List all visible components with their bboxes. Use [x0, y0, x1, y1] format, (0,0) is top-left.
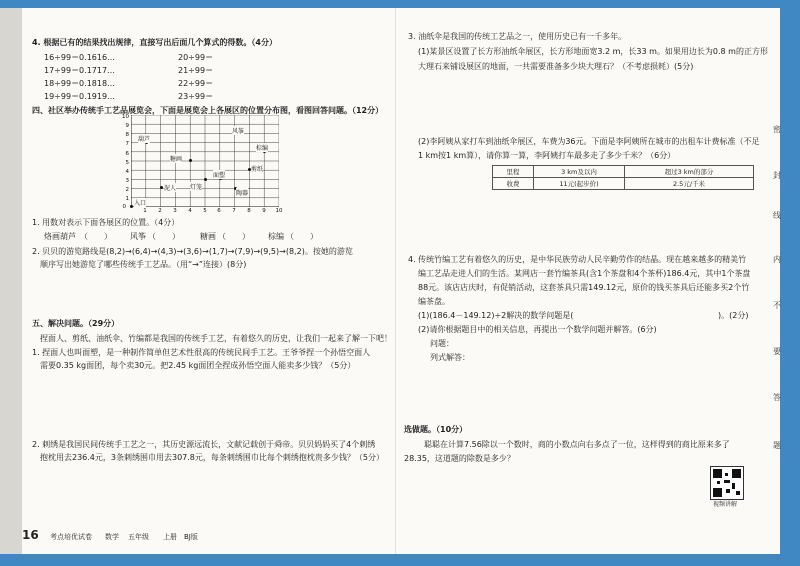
- q4r-sub1-tail: )。(2分): [718, 311, 749, 320]
- q4r-sub1: (1)(186.4－149.12)÷2解决的数学问题是(: [418, 311, 574, 320]
- section5-title: 五、解决问题。（29分）: [32, 319, 120, 328]
- binding-char-3: 线: [773, 211, 781, 220]
- q1-sugar-label: 糖画: [200, 232, 216, 241]
- y-tick-1: 1: [125, 196, 129, 202]
- binding-char-8: 题: [773, 441, 781, 450]
- q4-row-4b: 23÷99＝: [178, 92, 214, 101]
- point-entrance: [130, 205, 133, 208]
- binding-char-6: 要: [773, 347, 781, 356]
- x-tick-1: 1: [143, 208, 147, 214]
- q3-title: 3. 油纸伞是我国的传统工艺品之一，使用历史已有一千多年。: [408, 32, 627, 41]
- y-tick-7: 7: [125, 141, 129, 147]
- exhibition-grid: [131, 115, 279, 207]
- taxi-fare-table: [492, 165, 754, 190]
- q3-2-line2: 1 km按1 km算），请你算一算，李阿姨打车最多走了多少千米？（6分）: [418, 151, 676, 160]
- label-dough: 面塑: [213, 172, 226, 179]
- y-tick-4: 4: [125, 169, 129, 175]
- q1-sugar-answer[interactable]: （ ）: [218, 232, 250, 241]
- q1-gourd-label: 烙画葫芦: [44, 232, 76, 241]
- point-lantern: [204, 178, 207, 181]
- q4-row-2b: 21÷99＝: [178, 66, 214, 75]
- footer-book: 考点培优试卷: [50, 533, 92, 541]
- qr-code[interactable]: [710, 466, 744, 500]
- q1-kite-answer[interactable]: （ ）: [148, 232, 180, 241]
- y-tick-6: 6: [125, 151, 129, 157]
- x-tick-6: 6: [217, 208, 221, 214]
- footer-term: 上册: [163, 533, 177, 541]
- fare-header-distance: 里程: [493, 166, 534, 178]
- q1-palm-label: 棕编: [268, 232, 284, 241]
- challenge-line2: 28.35，这道题的除数是多少？: [404, 454, 515, 463]
- footer-edition: BJ版: [184, 533, 198, 541]
- label-kite: 风筝: [232, 128, 245, 135]
- q4-row-1a: 16÷99＝0.1616…: [44, 53, 116, 62]
- q3-2-line1: (2)李阿姨从家打车到油纸伞展区，车费为36元。下面是李阿姨所在城市的出租车计费标准（不足: [418, 137, 760, 146]
- fare-extra-value: 2.5元/千米: [625, 178, 754, 190]
- q4-row-2a: 17÷99＝0.1717…: [44, 66, 116, 75]
- label-clay: 泥人: [164, 185, 177, 192]
- point-clay: [160, 186, 163, 189]
- label-papercut: 剪纸: [251, 166, 264, 173]
- label-pottery: 陶器: [236, 190, 249, 197]
- q3-1-line2: 大理石来铺设展区的地面，一共需要准备多少块大理石？（不考虑损耗）(5分): [418, 62, 694, 71]
- q1-palm-answer[interactable]: （ ）: [286, 232, 318, 241]
- q4-row-4a: 19÷99＝0.1919…: [44, 92, 116, 101]
- binding-char-7: 答: [773, 393, 781, 402]
- section4-q2-line1: 2. 贝贝的游览路线是(8,2)→(6,4)→(4,3)→(3,6)→(1,7)→(7,9)→(9,5)→(8,2)。按她的游览: [32, 247, 353, 256]
- x-tick-3: 3: [173, 208, 177, 214]
- section5-q1-line1: 1. 捏面人也叫面塑，是一种制作简单但艺术性很高的传统民间手工艺。王爷爷捏一个孙悟空面人: [32, 348, 371, 357]
- q1-kite-label: 风筝: [130, 232, 146, 241]
- binding-char-2: 封: [773, 171, 781, 180]
- q4-row-3b: 22÷99＝: [178, 79, 214, 88]
- challenge-title: 选做题。（10分）: [404, 425, 468, 434]
- section5-q2-line1: 2. 刺绣是我国民间传统手工艺之一，其历史源远流长，文献记载创于舜帝。贝贝妈妈买了4个刺绣: [32, 440, 376, 449]
- page-number: 16: [22, 528, 39, 542]
- x-tick-4: 4: [188, 208, 192, 214]
- section5-q1-line2: 需要0.35 kg面团，每个卖30元。把2.45 kg面团全捏成孙悟空面人能卖多少钱？（5分）: [40, 361, 356, 370]
- label-entrance: 入口: [134, 200, 147, 207]
- x-tick-9: 9: [262, 208, 266, 214]
- binding-char-4: 内: [773, 255, 781, 264]
- y-tick-2: 2: [125, 187, 129, 193]
- q4r-line2: 编工艺品走进人们的生活。某网店一套竹编茶具(含1个茶盘和4个茶杯)186.4元，其中1个茶盘: [418, 269, 751, 278]
- label-palm: 棕编: [256, 145, 269, 152]
- left-edge-stripe: [0, 8, 22, 554]
- x-tick-7: 7: [232, 208, 236, 214]
- formula-label: 列式解答：: [430, 353, 470, 362]
- q4-row-1b: 20÷99＝: [178, 53, 214, 62]
- fare-header-extra: 超过3 km的部分: [625, 166, 754, 178]
- y-tick-10: 10: [122, 114, 129, 120]
- q3-1-line1: (1)某景区设置了长方形油纸伞展区，长方形地面宽3.2 m，长33 m。如果用边长为0.8 m的正方形: [418, 47, 768, 56]
- y-tick-9: 9: [125, 123, 129, 129]
- question-label: 问题：: [430, 339, 454, 348]
- q1-gourd-answer[interactable]: （ ）: [80, 232, 112, 241]
- y-tick-5: 5: [125, 160, 129, 166]
- section4-q1-title: 1. 用数对表示下面各展区的位置。（4分）: [32, 218, 180, 227]
- x-tick-8: 8: [247, 208, 251, 214]
- q4-title: 4. 根据已有的结果找出规律，直接写出后面几个算式的得数。（4分）: [32, 38, 277, 47]
- point-sugar: [189, 159, 192, 162]
- qr-caption: 视频讲解: [713, 501, 738, 508]
- origin-tick: 0: [122, 204, 126, 210]
- q4r-line4: 编茶盘。: [418, 297, 450, 306]
- q4r-line3: 88元。该店店庆时，有促销活动，这套茶具只需149.12元，原价的钱买茶具后还能多买2个竹: [418, 283, 750, 292]
- fare-header-row: [493, 166, 754, 178]
- label-lantern: 灯笼: [190, 184, 203, 191]
- fare-base-value: 11元(起步价): [534, 178, 625, 190]
- fare-header-base: 3 km及以内: [534, 166, 625, 178]
- fare-row-label: 收费: [493, 178, 534, 190]
- section5-intro: 捏面人、剪纸、油纸伞、竹编都是我国的传统手工艺，有着悠久的历史，让我们一起来了解一下吧！: [40, 334, 392, 343]
- binding-char-1: 密: [773, 125, 781, 134]
- y-tick-8: 8: [125, 132, 129, 138]
- q4-row-3a: 18÷99＝0.1818…: [44, 79, 116, 88]
- section4-q2-line2: 顺序写出她游览了哪些传统手工艺品。（用“→”连接）(8分): [40, 260, 247, 269]
- section5-q2-line2: 抱枕用去236.4元，3条刺绣围巾用去307.8元，每条刺绣围巾比每个刺绣抱枕贵多少钱？（5分）: [40, 453, 384, 462]
- fare-value-row: [493, 178, 754, 190]
- section4-title: 四、社区举办传统手工艺品展览会，下面是展览会上各展区的位置分布图，看图回答问题。（12分）: [32, 106, 384, 115]
- label-sugar: 糖画: [170, 156, 183, 163]
- binding-char-5: 不: [773, 301, 781, 310]
- q4r-line1: 4. 传统竹编工艺有着悠久的历史，是中华民族劳动人民辛勤劳作的结晶。现在越来越多的精美竹: [408, 255, 747, 264]
- challenge-line1: 聪聪在计算7.56除以一个数时，商的小数点向右多点了一位，这样得到的商比原来多了: [424, 440, 730, 449]
- x-tick-5: 5: [203, 208, 207, 214]
- y-tick-3: 3: [125, 178, 129, 184]
- footer-grade: 五年级: [128, 533, 149, 541]
- label-gourd: 葫芦: [138, 136, 151, 143]
- x-tick-10: 10: [275, 208, 283, 214]
- q4r-sub2: (2)请你根据题目中的相关信息，再提出一个数学问题并解答。(6分): [418, 325, 657, 334]
- center-fold: [395, 8, 396, 554]
- footer-subject: 数学: [105, 533, 119, 541]
- x-tick-2: 2: [158, 208, 162, 214]
